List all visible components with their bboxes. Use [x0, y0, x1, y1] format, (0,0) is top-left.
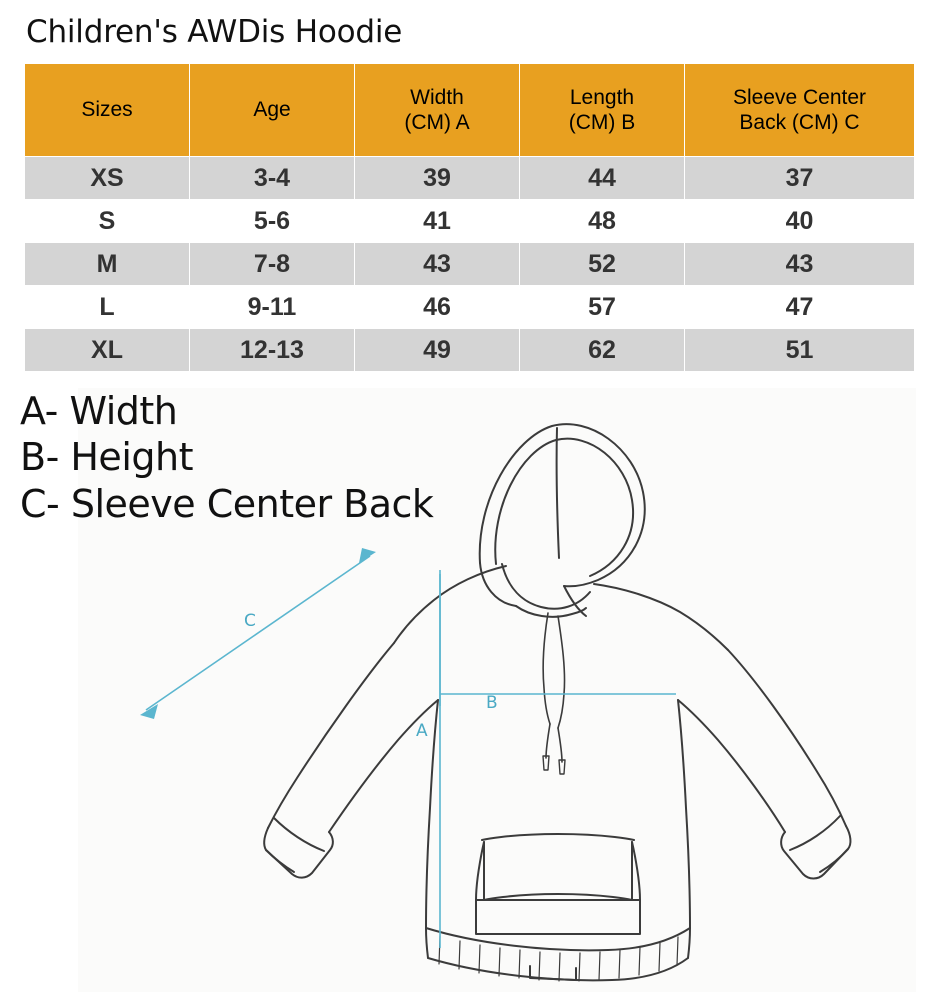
table-header-row: [25, 64, 915, 157]
cell-sleeve: 51: [685, 329, 915, 372]
marker-a-label: A: [416, 721, 428, 741]
header-line: (CM) B: [568, 111, 636, 134]
cell-size: XL: [25, 329, 190, 372]
column-header-age: [190, 64, 355, 157]
cell-sleeve: 40: [685, 200, 915, 243]
header-line: Sizes: [81, 98, 133, 122]
column-header-length: [520, 64, 685, 157]
header-line: (CM) A: [404, 111, 470, 134]
legend-line-a: A- Width: [20, 389, 178, 433]
table-row: [25, 200, 915, 243]
cell-length: 62: [520, 329, 685, 372]
cell-length: 57: [520, 286, 685, 329]
cell-width: 39: [355, 157, 520, 200]
header-line: Width: [410, 85, 464, 109]
measurement-legend: [20, 388, 540, 527]
table-row: [25, 286, 915, 329]
cell-width: 46: [355, 286, 520, 329]
page-title: Children's AWDis Hoodie: [26, 14, 403, 50]
column-header-width: [355, 64, 520, 157]
table-row: [25, 329, 915, 372]
column-header-sizes: [25, 64, 190, 157]
legend-line-c: C- Sleeve Center Back: [20, 481, 434, 526]
cell-length: 52: [520, 243, 685, 286]
legend-line-b: B- Height: [20, 435, 193, 480]
table-row: [25, 243, 915, 286]
cell-age: 5-6: [190, 200, 355, 243]
cell-sleeve: 47: [685, 286, 915, 329]
cell-size: L: [25, 286, 190, 329]
marker-b-label: B: [486, 693, 498, 713]
cell-age: 12-13: [190, 329, 355, 372]
marker-c-label: C: [244, 611, 256, 631]
header-line: Length: [569, 85, 635, 109]
cell-size: M: [25, 243, 190, 286]
cell-age: 3-4: [190, 157, 355, 200]
cell-sleeve: 37: [685, 157, 915, 200]
column-header-sleeve-center-back: [685, 64, 915, 157]
size-chart-table: [24, 63, 915, 372]
header-line: Back (CM) C: [739, 111, 860, 134]
cell-size: XS: [25, 157, 190, 200]
cell-width: 43: [355, 243, 520, 286]
cell-age: 9-11: [190, 286, 355, 329]
cell-width: 41: [355, 200, 520, 243]
cell-sleeve: 43: [685, 243, 915, 286]
header-line: Age: [253, 98, 291, 122]
cell-width: 49: [355, 329, 520, 372]
cell-length: 44: [520, 157, 685, 200]
cell-length: 48: [520, 200, 685, 243]
cell-age: 7-8: [190, 243, 355, 286]
cell-size: S: [25, 200, 190, 243]
header-line: Sleeve Center: [732, 85, 867, 109]
table-row: [25, 157, 915, 200]
